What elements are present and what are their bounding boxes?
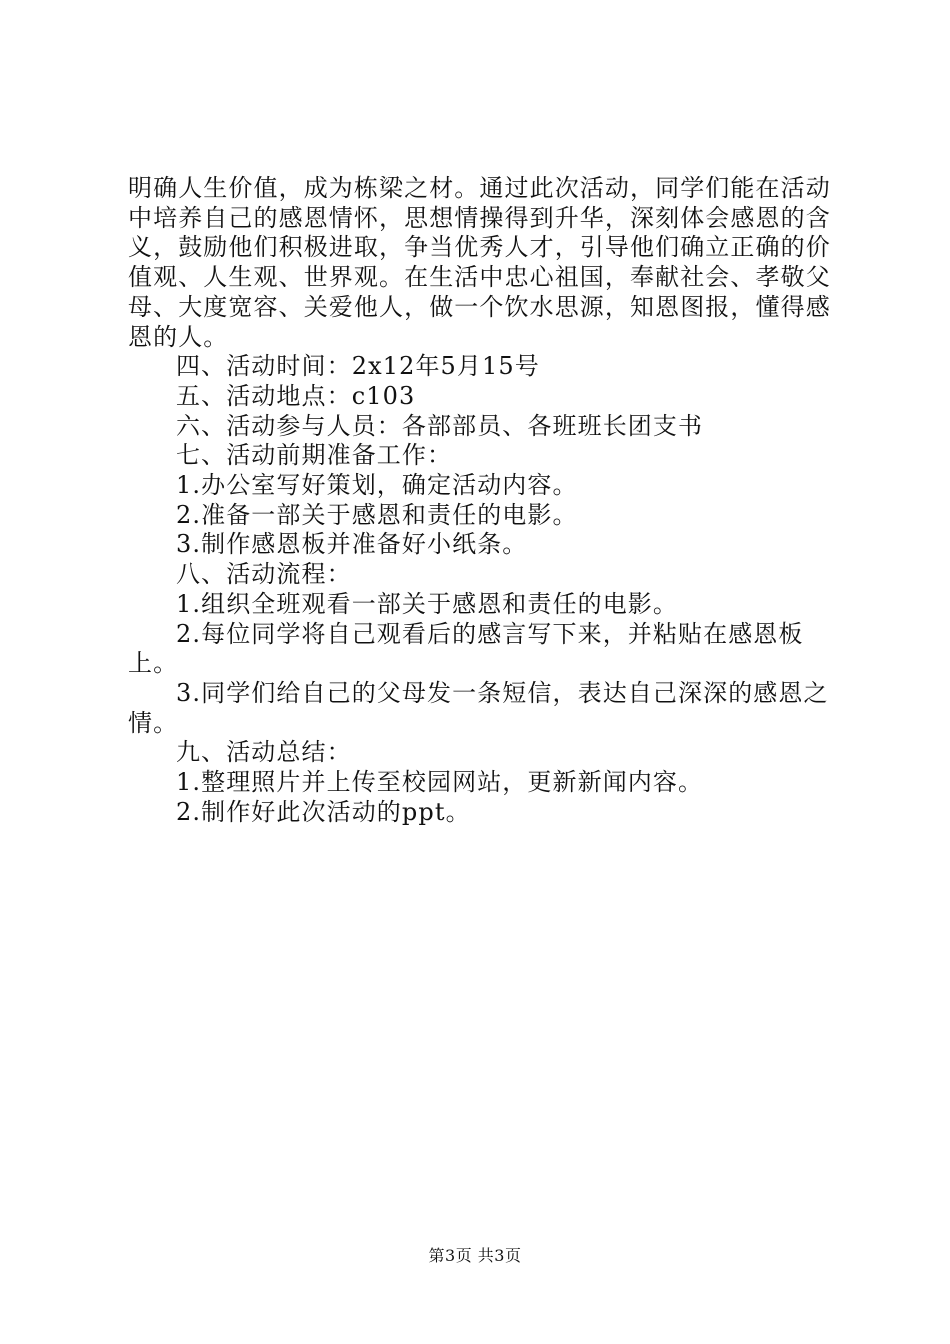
section-heading-process: 八、活动流程：: [176, 560, 352, 589]
list-item: 2.准备一部关于感恩和责任的电影。: [176, 500, 578, 529]
list-item: 3.制作感恩板并准备好小纸条。: [176, 530, 528, 559]
activity-time: 四、活动时间：2x12年5月15号: [176, 352, 540, 381]
list-item: 1.组织全班观看一部关于感恩和责任的电影。: [176, 589, 678, 618]
list-item: 1.办公室写好策划，确定活动内容。: [176, 471, 578, 500]
activity-participants: 六、活动参与人员：各部部员、各班班长团支书: [176, 411, 704, 440]
activity-location: 五、活动地点：c103: [176, 381, 416, 410]
body-paragraph: 明确人生价值，成为栋梁之材。通过此次活动，同学们能在活动中培养自己的感恩情怀，思想情操得到升华，深刻体会感恩的含义，鼓励他们积极进取，争当优秀人才，引导他们确立正确的价值观、人生观、世界观。在生活中忠心祖国，奉献社会、孝敬父母、大度宽容、关爱他人，做一个饮水思源，知恩图报，懂得感恩的人。: [128, 174, 831, 351]
list-item: 3.同学们给自己的父母发一条短信，表达自己深深的感恩之情。: [128, 678, 829, 737]
section-heading-preparation: 七、活动前期准备工作：: [176, 441, 453, 470]
page-number-footer: 第3页 共3页: [428, 1246, 522, 1265]
list-item: 2.制作好此次活动的ppt。: [176, 797, 471, 826]
section-heading-summary: 九、活动总结：: [176, 738, 352, 767]
list-item: 1.整理照片并上传至校园网站，更新新闻内容。: [176, 768, 704, 797]
document-body: [128, 174, 848, 827]
list-item: 2.每位同学将自己观看后的感言写下来，并粘贴在感恩板上。: [128, 619, 804, 678]
